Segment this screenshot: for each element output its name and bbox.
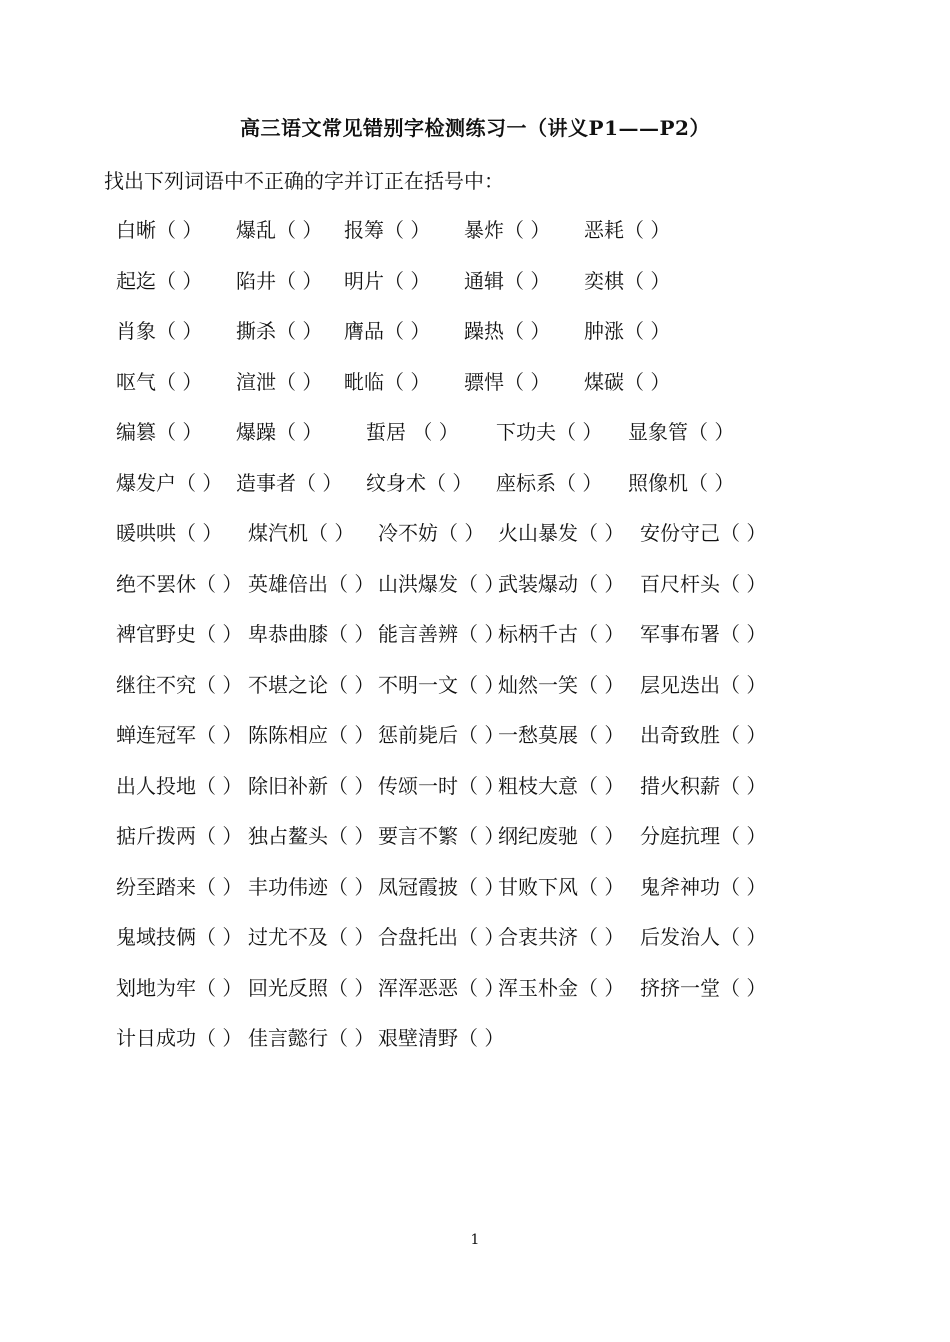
exercise-item: 爆乱（ ） xyxy=(236,218,323,242)
page-number: 1 xyxy=(470,1232,480,1248)
exercise-item: 挤挤一堂（ ） xyxy=(640,975,767,1000)
exercise-item: 鬼域技俩（ ） xyxy=(116,925,243,949)
exercise-item: 出奇致胜（ ） xyxy=(640,723,767,747)
exercise-item: 安份守己（ ） xyxy=(640,521,767,545)
exercise-item: 恶耗（ ） xyxy=(584,218,671,242)
exercise-item: 编篡（ ） xyxy=(116,420,203,444)
exercise-item: 裨官野史（ ） xyxy=(116,622,243,646)
exercise-item: 划地为牢（ ） xyxy=(116,975,243,1000)
exercise-item: 山洪爆发（ ） xyxy=(378,571,505,596)
exercise-item: 回光反照（ ） xyxy=(248,975,375,1000)
exercise-row xyxy=(116,717,916,768)
exercise-row xyxy=(116,970,916,1021)
exercise-item: 英雄倍出（ ） xyxy=(248,571,375,596)
exercise-item: 照像机（ ） xyxy=(628,470,735,495)
exercise-item: 合衷共济（ ） xyxy=(498,925,625,949)
exercise-row xyxy=(116,919,916,970)
exercise-item: 措火积薪（ ） xyxy=(640,773,767,798)
exercise-item: 鬼斧神功（ ） xyxy=(640,874,767,899)
exercise-item: 爆躁（ ） xyxy=(236,420,323,444)
exercise-item: 肿涨（ ） xyxy=(584,319,671,343)
exercise-item: 艰壁清野（ ） xyxy=(378,1026,505,1050)
exercise-item: 报筹（ ） xyxy=(344,218,431,242)
exercise-list xyxy=(116,212,916,1071)
exercise-item: 掂斤拨两（ ） xyxy=(116,824,243,848)
exercise-item: 造事者（ ） xyxy=(236,470,343,495)
exercise-row xyxy=(116,1020,916,1071)
exercise-item: 下功夫（ ） xyxy=(496,420,603,444)
exercise-item: 除旧补新（ ） xyxy=(248,773,375,798)
exercise-row xyxy=(116,768,916,819)
exercise-item: 纹身术（ ） xyxy=(366,470,473,495)
exercise-item: 浑浑恶恶（ ） xyxy=(378,975,505,1000)
exercise-item: 一愁莫展（ ） xyxy=(498,723,625,747)
exercise-item: 白晰（ ） xyxy=(116,218,203,242)
exercise-item: 奕棋（ ） xyxy=(584,268,671,293)
exercise-item: 卑恭曲膝（ ） xyxy=(248,622,375,646)
exercise-item: 传颂一时（ ） xyxy=(378,773,505,798)
exercise-item: 火山暴发（ ） xyxy=(498,521,625,545)
exercise-item: 合盘托出（ ） xyxy=(378,925,505,949)
exercise-item: 陷井（ ） xyxy=(236,268,323,293)
exercise-item: 佳言懿行（ ） xyxy=(248,1026,375,1050)
exercise-item: 爆发户（ ） xyxy=(116,470,223,495)
exercise-item: 灿然一笑（ ） xyxy=(498,672,625,697)
exercise-item: 要言不繁（ ） xyxy=(378,824,505,848)
exercise-item: 起迄（ ） xyxy=(116,268,203,293)
exercise-item: 军事布署（ ） xyxy=(640,622,767,646)
exercise-item: 惩前毙后（ ） xyxy=(378,723,505,747)
exercise-item: 绝不罢休（ ） xyxy=(116,571,243,596)
exercise-item: 丰功伟迹（ ） xyxy=(248,874,375,899)
exercise-item: 标柄千古（ ） xyxy=(498,622,625,646)
exercise-item: 毗临（ ） xyxy=(344,369,431,394)
exercise-item: 过尤不及（ ） xyxy=(248,925,375,949)
exercise-item: 不堪之论（ ） xyxy=(248,672,375,697)
exercise-row xyxy=(116,364,916,415)
exercise-item: 渲泄（ ） xyxy=(236,369,323,394)
exercise-item: 暖哄哄（ ） xyxy=(116,521,223,545)
exercise-item: 粗枝大意（ ） xyxy=(498,773,625,798)
exercise-row xyxy=(116,869,916,920)
exercise-item: 显象管（ ） xyxy=(628,420,735,444)
exercise-item: 继往不究（ ） xyxy=(116,672,243,697)
exercise-item: 不明一文（ ） xyxy=(378,672,505,697)
exercise-item: 出人投地（ ） xyxy=(116,773,243,798)
exercise-item: 百尺杆头（ ） xyxy=(640,571,767,596)
exercise-item: 座标系（ ） xyxy=(496,470,603,495)
exercise-item: 层见迭出（ ） xyxy=(640,672,767,697)
exercise-item: 计日成功（ ） xyxy=(116,1026,243,1050)
exercise-item: 暴炸（ ） xyxy=(464,218,551,242)
exercise-item: 后发治人（ ） xyxy=(640,925,767,949)
exercise-item: 蜇居 （ ） xyxy=(366,420,459,444)
exercise-row xyxy=(116,566,916,617)
exercise-item: 分庭抗理（ ） xyxy=(640,824,767,848)
exercise-item: 明片（ ） xyxy=(344,268,431,293)
exercise-item: 凤冠霞披（ ） xyxy=(378,874,505,899)
exercise-row xyxy=(116,616,916,667)
exercise-row xyxy=(116,465,916,516)
exercise-item: 能言善辨（ ） xyxy=(378,622,505,646)
exercise-row xyxy=(116,263,916,314)
page-title: 高三语文常见错别字检测练习一（讲义P1——P2） xyxy=(240,116,710,140)
exercise-item: 独占鳌头（ ） xyxy=(248,824,375,848)
exercise-item: 纷至踏来（ ） xyxy=(116,874,243,899)
exercise-item: 呕气（ ） xyxy=(116,369,203,394)
exercise-item: 浑玉朴金（ ） xyxy=(498,975,625,1000)
exercise-item: 武装爆动（ ） xyxy=(498,571,625,596)
exercise-item: 肖象（ ） xyxy=(116,319,203,343)
exercise-item: 撕杀（ ） xyxy=(236,319,323,343)
exercise-item: 煤汽机（ ） xyxy=(248,521,355,545)
exercise-item: 骠悍（ ） xyxy=(464,369,551,394)
exercise-item: 通辑（ ） xyxy=(464,268,551,293)
exercise-item: 纲纪废驰（ ） xyxy=(498,824,625,848)
exercise-row xyxy=(116,313,916,364)
exercise-item: 甘败下风（ ） xyxy=(498,874,625,899)
exercise-item: 蝉连冠军（ ） xyxy=(116,723,243,747)
exercise-row xyxy=(116,818,916,869)
exercise-item: 膺品（ ） xyxy=(344,319,431,343)
exercise-item: 煤碳（ ） xyxy=(584,369,671,394)
exercise-row xyxy=(116,212,916,263)
exercise-row xyxy=(116,515,916,566)
exercise-item: 躁热（ ） xyxy=(464,319,551,343)
exercise-item: 冷不妨（ ） xyxy=(378,521,485,545)
instruction-text: 找出下列词语中不正确的字并订正在括号中： xyxy=(104,169,504,193)
exercise-row xyxy=(116,667,916,718)
exercise-row xyxy=(116,414,916,465)
exercise-item: 陈陈相应（ ） xyxy=(248,723,375,747)
